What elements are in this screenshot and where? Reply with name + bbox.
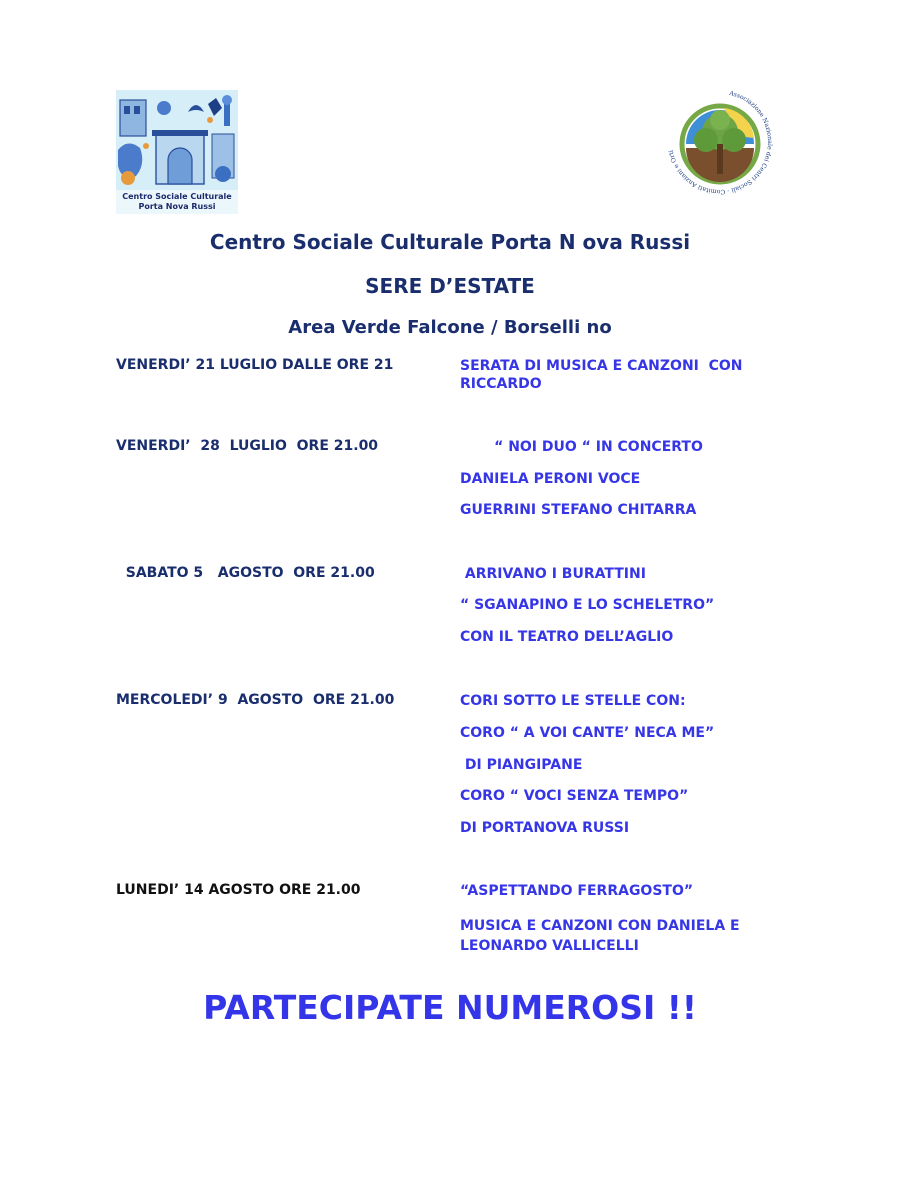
page-subtitle: SERE D’ESTATE [365,274,535,298]
event-5-line-1: “ASPETTANDO FERRAGOSTO” [460,883,694,899]
closing-call-to-action: PARTECIPATE NUMEROSI !! [203,988,697,1027]
page-title: Centro Sociale Culturale Porta N ova Russi [209,230,691,254]
event-3-line-2: “ SGANAPINO E LO SCHELETRO” [460,597,715,613]
event-date-1: VENERDI’ 21 LUGLIO DALLE ORE 21 [116,357,394,373]
event-3-line-3: CON IL TEATRO DELL’AGLIO [460,629,674,645]
centro-sociale-logo-icon [116,90,238,214]
event-date-4: MERCOLEDI’ 9 AGOSTO ORE 21.00 [116,692,395,708]
logo-caption-line2: Porta Nova Russi [138,202,216,211]
event-3-line-1: ARRIVANO I BURATTINI [460,566,646,582]
event-5-line-2: MUSICA E CANZONI CON DANIELA E [460,918,740,934]
event-location: Area Verde Falcone / Borselli no [288,317,612,338]
event-date-3: SABATO 5 AGOSTO ORE 21.00 [116,565,375,581]
event-2-line-1: “ NOI DUO “ IN CONCERTO [460,439,703,455]
logo-caption [116,192,238,212]
logo-caption-line1: Centro Sociale Culturale [122,192,232,201]
event-4-line-4: CORO “ VOCI SENZA TEMPO” [460,788,689,804]
event-5-line-3: LEONARDO VALLICELLI [460,938,639,954]
event-2-line-2: DANIELA PERONI VOCE [460,471,641,487]
tree-seal-icon [664,86,776,198]
event-1-line-2: RICCARDO [460,376,542,392]
event-4-line-3: DI PIANGIPANE [460,757,583,773]
event-date-5: LUNEDI’ 14 AGOSTO ORE 21.00 [116,882,361,898]
event-4-line-1: CORI SOTTO LE STELLE CON: [460,693,686,709]
event-1-line-1: SERATA DI MUSICA E CANZONI CON [460,358,743,374]
event-2-line-3: GUERRINI STEFANO CHITARRA [460,502,697,518]
event-4-line-5: DI PORTANOVA RUSSI [460,820,630,836]
event-date-2: VENERDI’ 28 LUGLIO ORE 21.00 [116,438,379,454]
seal-ring-text: Associazione Nazionale dei Centri Sociali - Comitati Anziani e Orti [667,89,774,196]
associazione-tree-logo-icon [664,86,776,198]
event-4-line-2: CORO “ A VOI CANTE’ NECA ME” [460,725,715,741]
